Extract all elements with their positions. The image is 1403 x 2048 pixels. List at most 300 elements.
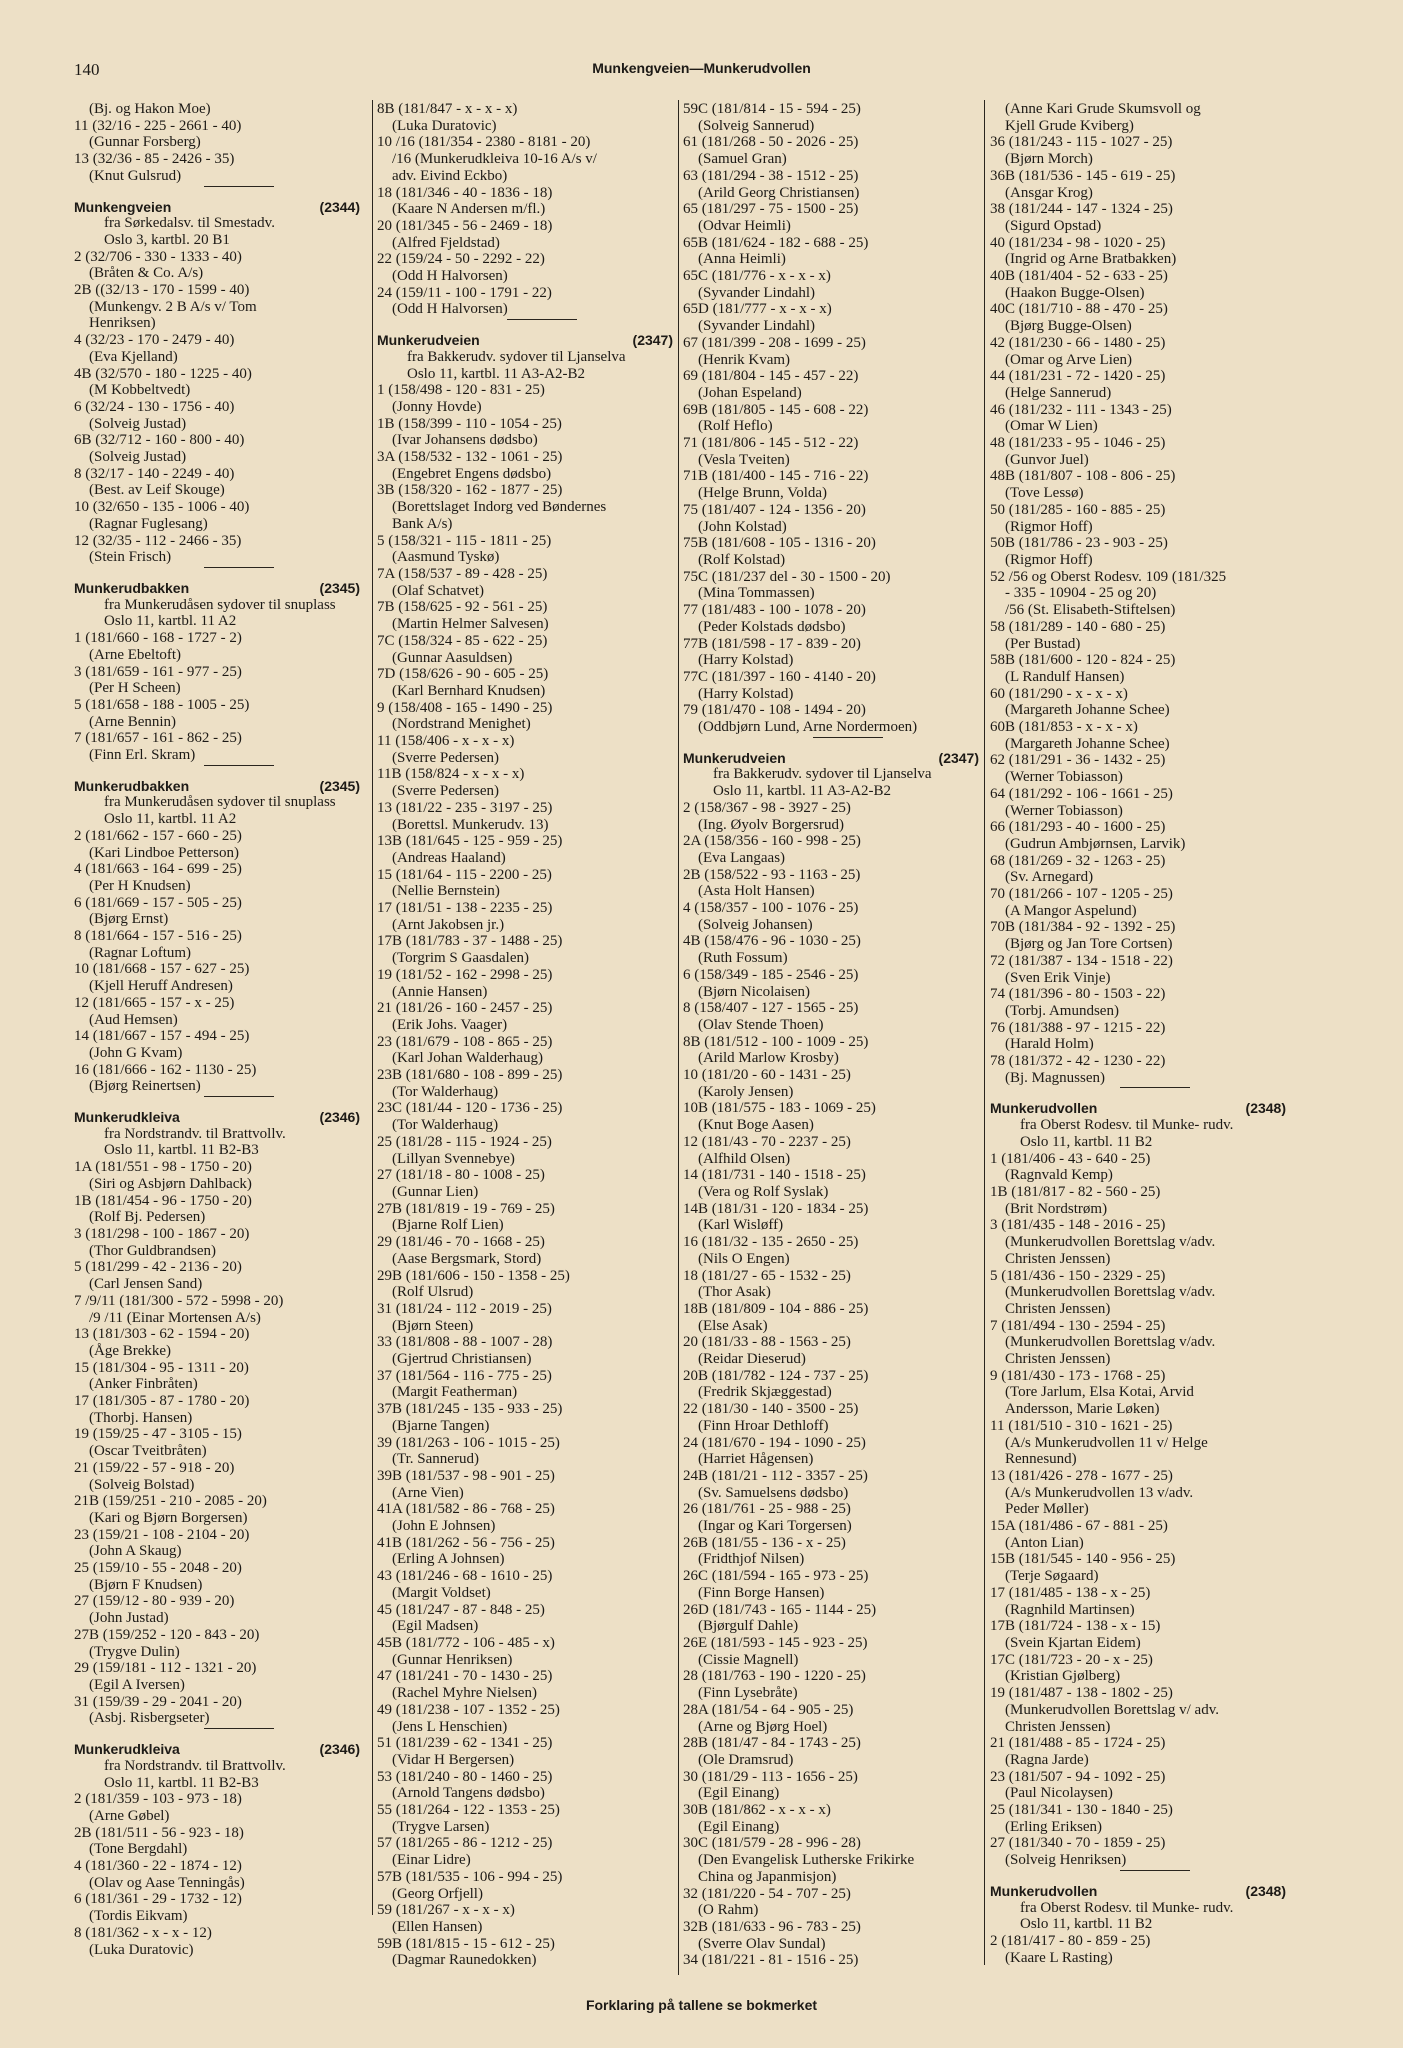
owner-line: (Margit Featherman) [392, 1384, 518, 1401]
owner-line: (Anne Kari Grude Skumsvoll og [1005, 101, 1201, 117]
address-entry: 70B (181/384 - 92 - 1392 - 25) [990, 919, 1176, 936]
owner-line: (Vesla Tveiten) [698, 451, 790, 468]
owner-line: (Nellie Bernstein) [392, 883, 500, 900]
owner-line: (Thor Guldbrandsen) [89, 1242, 217, 1259]
owner-line: (Tor Walderhaug) [392, 1083, 499, 1100]
owner-line: (Brit Nordstrøm) [1005, 1200, 1108, 1217]
owner-line: (Den Evangelisk Lutherske Frikirke [698, 1852, 915, 1869]
section-divider [1120, 1087, 1190, 1088]
owner-line: (Helge Sannerud) [1005, 384, 1112, 401]
address-entry: 30 (181/29 - 113 - 1656 - 25) [683, 1768, 858, 1785]
owner-line: (Odd H Halvorsen) [392, 301, 508, 318]
owner-line: (Anton Lian) [1005, 1534, 1084, 1551]
owner-line: (Per H Knudsen) [89, 877, 191, 894]
address-entry: 27B (181/819 - 19 - 769 - 25) [377, 1200, 555, 1217]
owner-line: (Omar og Arve Lien) [1005, 351, 1133, 368]
owner-line: (Ivar Johansens dødsbo) [392, 432, 538, 449]
address-entry: 78 (181/372 - 42 - 1230 - 22) [990, 1053, 1166, 1070]
owner-line: (Karl Bernhard Knudsen) [392, 682, 546, 699]
owner-line: (Aud Hemsen) [89, 1011, 178, 1028]
owner-line: (Thorbj. Hansen) [89, 1409, 193, 1426]
address-entry: 21 (181/488 - 85 - 1724 - 25) [990, 1735, 1166, 1752]
address-entry: 69 (181/804 - 145 - 457 - 22) [683, 368, 859, 385]
owner-line: (Samuel Gran) [698, 151, 787, 168]
owner-line: (Henrik Kvam) [698, 351, 791, 368]
address-entry: 1 (181/660 - 168 - 1727 - 2) [74, 630, 242, 647]
owner-line: (Rolf Bj. Pedersen) [89, 1209, 206, 1226]
address-entry: 5 (181/436 - 150 - 2329 - 25) [990, 1267, 1166, 1284]
directory-column-4 [990, 101, 1290, 1991]
owner-line: (Erling A Johnsen) [392, 1551, 505, 1568]
owner-line: (Nordstrand Menighet) [392, 716, 531, 733]
address-entry: 4 (32/23 - 170 - 2479 - 40) [74, 332, 235, 349]
owner-line: (Kaare L Rasting) [1005, 1949, 1113, 1966]
owner-line: (Borettsl. Munkerudv. 13) [392, 816, 549, 833]
address-entry: 1B (181/454 - 96 - 1750 - 20) [74, 1192, 252, 1209]
address-entry: 52 /56 og Oberst Rodesv. 109 (181/325 [990, 568, 1227, 585]
address-entry: 8B (181/847 - x - x - x) [377, 101, 518, 117]
address-entry: 13 (181/22 - 235 - 3197 - 25) [377, 799, 553, 816]
owner-line: (L Randulf Hansen) [1005, 668, 1125, 685]
section-divider [204, 186, 274, 187]
owner-line: (Svein Kjartan Eidem) [1005, 1634, 1141, 1651]
owner-line: (Harriet Hågensen) [698, 1451, 814, 1468]
address-entry: 50 (181/285 - 160 - 885 - 25) [990, 501, 1166, 518]
owner-line: (Bjørg Bugge-Olsen) [1005, 318, 1132, 335]
owner-line: (Sven Erik Vinje) [1005, 969, 1111, 986]
section-divider [204, 765, 274, 766]
owner-line: (Harry Kolstad) [698, 685, 794, 702]
directory-column-2 [377, 101, 677, 1991]
owner-line: (Finn Borge Hansen) [698, 1584, 825, 1601]
owner-line: (Bråten & Co. A/s) [89, 265, 204, 282]
address-entry: 14B (181/31 - 120 - 1834 - 25) [683, 1200, 869, 1217]
address-entry: 23 (181/507 - 94 - 1092 - 25) [990, 1768, 1166, 1785]
owner-line: (M Kobbeltvedt) [89, 382, 191, 399]
owner-line: (Odd H Halvorsen) [392, 268, 508, 285]
owner-line: (Egil Einang) [698, 1785, 780, 1802]
address-entry: 13 (181/426 - 278 - 1677 - 25) [990, 1467, 1173, 1484]
street-name: Munkerudvollen [990, 1100, 1098, 1117]
address-entry: 70 (181/266 - 107 - 1205 - 25) [990, 886, 1173, 903]
owner-line: (Ragnar Loftum) [89, 944, 192, 961]
owner-line: (Anker Finbråten) [89, 1376, 198, 1393]
street-description: fra Oberst Rodesv. til Munke- rudv. [1020, 1899, 1234, 1916]
owner-line: (Knut Gulsrud) [89, 167, 182, 184]
owner-line: (Ragnar Fuglesang) [89, 515, 208, 532]
address-entry: 72 (181/387 - 134 - 1518 - 22) [990, 952, 1173, 969]
street-description: fra Sørkedalsv. til Smestadv. [104, 215, 275, 232]
owner-line: (Fridthjof Nilsen) [698, 1551, 805, 1568]
street-name: Munkerudbakken [74, 777, 190, 794]
street-name: Munkerudkleiva [74, 1741, 180, 1758]
address-entry: 6 (32/24 - 130 - 1756 - 40) [74, 398, 235, 415]
owner-line: (Olav Stende Thoen) [698, 1016, 824, 1033]
address-entry: 15B (181/545 - 140 - 956 - 25) [990, 1551, 1176, 1568]
address-entry: 71 (181/806 - 145 - 512 - 22) [683, 435, 859, 452]
owner-line: (Sverre Pedersen) [392, 783, 500, 800]
owner-line: (Rolf Kolstad) [698, 551, 786, 568]
owner-line: (Haakon Bugge-Olsen) [1005, 284, 1145, 301]
street-code: (2347) [938, 749, 979, 766]
owner-line: (Gunnar Forsberg) [89, 134, 201, 151]
address-entry: 11B (158/824 - x - x - x) [377, 766, 525, 783]
owner-line: (Rigmor Hoff) [1005, 518, 1093, 535]
owner-line: (Arne Gøbel) [89, 1807, 170, 1824]
address-entry: 59B (181/815 - 15 - 612 - 25) [377, 1935, 555, 1952]
street-description: Oslo 3, kartbl. 20 B1 [104, 231, 230, 248]
address-entry: 38 (181/244 - 147 - 1324 - 25) [990, 201, 1173, 218]
address-entry: 27 (181/18 - 80 - 1008 - 25) [377, 1167, 545, 1184]
street-description: fra Oberst Rodesv. til Munke- rudv. [1020, 1117, 1234, 1134]
owner-line: (John G Kvam) [89, 1044, 183, 1061]
address-entry: 28 (181/763 - 190 - 1220 - 25) [683, 1668, 866, 1685]
owner-line: (Munkengv. 2 B A/s v/ Tom [89, 298, 257, 315]
address-entry: 23 (181/679 - 108 - 865 - 25) [377, 1033, 553, 1050]
address-entry: 14 (181/667 - 157 - 494 - 25) [74, 1028, 250, 1045]
owner-line: (Erling Eriksen) [1005, 1818, 1103, 1835]
owner-line: (Egil A Iversen) [89, 1676, 185, 1693]
owner-line: (Bjarne Tangen) [392, 1417, 490, 1434]
owner-line: (Solveig Justad) [89, 449, 187, 466]
owner-line: (Alfred Fjeldstad) [392, 234, 500, 251]
address-entry: 39 (181/263 - 106 - 1015 - 25) [377, 1434, 560, 1451]
address-entry: 60 (181/290 - x - x - x) [990, 685, 1128, 702]
owner-line: (Fredrik Skjæggestad) [698, 1384, 832, 1401]
address-entry: 14 (181/731 - 140 - 1518 - 25) [683, 1167, 866, 1184]
owner-line: (A Mangor Aspelund) [1005, 902, 1137, 919]
owner-line: (Sigurd Opstad) [1005, 217, 1102, 234]
address-entry: 2 (181/417 - 80 - 859 - 25) [990, 1932, 1151, 1949]
owner-line: (Reidar Dieserud) [698, 1351, 806, 1368]
owner-line: (Luka Duratovic) [89, 1941, 194, 1958]
owner-line: (Solveig Justad) [89, 415, 187, 432]
owner-line: (Tor Walderhaug) [392, 1117, 499, 1134]
owner-line: (Tone Bergdahl) [89, 1841, 188, 1858]
address-entry: 22 (181/30 - 140 - 3500 - 25) [683, 1401, 859, 1418]
owner-line: /56 (St. Elisabeth-Stiftelsen) [1005, 602, 1176, 619]
owner-line: (Andreas Haaland) [392, 849, 506, 866]
address-entry: 53 (181/240 - 80 - 1460 - 25) [377, 1768, 553, 1785]
address-entry: 7B (158/625 - 92 - 561 - 25) [377, 599, 548, 616]
address-entry: 45B (181/772 - 106 - 485 - x) [377, 1634, 555, 1651]
owner-line: (Ellen Hansen) [392, 1918, 483, 1935]
address-entry: 10 (181/20 - 60 - 1431 - 25) [683, 1067, 851, 1084]
street-name: Munkerudvollen [990, 1882, 1098, 1899]
address-entry: 5 (181/299 - 42 - 2136 - 20) [74, 1259, 242, 1276]
address-entry: 19 (181/487 - 138 - 1802 - 25) [990, 1685, 1173, 1702]
street-code: (2346) [319, 1109, 360, 1126]
owner-line: (Sv. Arnegard) [1005, 869, 1094, 886]
address-entry: 16 (181/666 - 162 - 1130 - 25) [74, 1061, 257, 1078]
address-entry: 3 (181/298 - 100 - 1867 - 20) [74, 1226, 250, 1242]
owner-line: (Aasmund Tyskø) [392, 549, 500, 566]
owner-line: (Helge Brunn, Volda) [698, 485, 828, 502]
address-entry: 4 (181/360 - 22 - 1874 - 12) [74, 1858, 242, 1875]
owner-line: Christen Jenssen) [1005, 1351, 1111, 1368]
owner-line: (Torbj. Amundsen) [1005, 1002, 1119, 1019]
owner-line: (Ing. Øyolv Borgersrud) [698, 816, 844, 833]
address-entry: 1 (158/498 - 120 - 831 - 25) [377, 382, 545, 399]
address-entry: 6 (181/361 - 29 - 1732 - 12) [74, 1891, 242, 1908]
address-entry: 15 (181/304 - 95 - 1311 - 20) [74, 1359, 249, 1376]
address-entry: 25 (159/10 - 55 - 2048 - 20) [74, 1560, 242, 1577]
owner-line: (Mina Tommassen) [698, 585, 815, 602]
address-entry: 7 (181/657 - 161 - 862 - 25) [74, 730, 242, 747]
owner-line: (Rolf Heflo) [698, 418, 773, 435]
address-entry: 49 (181/238 - 107 - 1352 - 25) [377, 1701, 560, 1718]
owner-line: (Arild Georg Christiansen) [698, 184, 860, 201]
owner-line: (Gunvor Juel) [1005, 451, 1089, 468]
address-entry: 76 (181/388 - 97 - 1215 - 22) [990, 1019, 1166, 1036]
section-divider [813, 737, 883, 738]
street-description: fra Bakkerudv. sydover til Ljanselva [407, 348, 626, 365]
owner-line: (Bjarne Rolf Lien) [392, 1217, 504, 1234]
owner-line: (Rachel Myhre Nielsen) [392, 1685, 537, 1702]
address-entry: 11 (181/510 - 310 - 1621 - 25) [990, 1417, 1173, 1434]
address-entry: 29 (159/181 - 112 - 1321 - 20) [74, 1660, 257, 1677]
address-entry: 11 (32/16 - 225 - 2661 - 40) [74, 117, 242, 134]
owner-line: (Bjørn Morch) [1005, 151, 1093, 168]
address-entry: 10 (32/650 - 135 - 1006 - 40) [74, 499, 250, 516]
owner-line: (Margareth Johanne Schee) [1005, 702, 1170, 719]
page-number: 140 [74, 60, 100, 79]
owner-line: (Arnt Jakobsen jr.) [392, 916, 505, 933]
address-entry: 48B (181/807 - 108 - 806 - 25) [990, 468, 1176, 485]
address-entry: 8 (32/17 - 140 - 2249 - 40) [74, 465, 235, 482]
owner-line: (Bjørg Reinertsen) [89, 1078, 201, 1095]
address-entry: 16 (181/32 - 135 - 2650 - 25) [683, 1234, 859, 1251]
address-entry: 3A (158/532 - 132 - 1061 - 25) [377, 449, 563, 466]
owner-line: (Bjørn Steen) [392, 1317, 474, 1334]
address-entry: 18B (181/809 - 104 - 886 - 25) [683, 1300, 869, 1317]
address-entry: 20B (181/782 - 124 - 737 - 25) [683, 1367, 869, 1384]
address-entry: 47 (181/241 - 70 - 1430 - 25) [377, 1668, 553, 1685]
owner-line: (Nils O Engen) [698, 1250, 790, 1267]
owner-line: (Karl Wisløff) [698, 1217, 784, 1234]
address-entry: 69B (181/805 - 145 - 608 - 22) [683, 401, 869, 418]
address-entry: 4B (32/570 - 180 - 1225 - 40) [74, 365, 252, 382]
owner-line: (Torgrim S Gaasdalen) [392, 950, 529, 967]
owner-line: (Kristian Gjølberg) [1005, 1668, 1121, 1685]
owner-line: (Arne Bennin) [89, 713, 177, 730]
street-heading [683, 750, 983, 767]
address-entry: 10 /16 (181/354 - 2380 - 8181 - 20) [377, 134, 591, 151]
address-entry: 17 (181/305 - 87 - 1780 - 20) [74, 1393, 250, 1410]
owner-line: (Luka Duratovic) [392, 117, 497, 134]
address-entry: 37B (181/245 - 135 - 933 - 25) [377, 1401, 563, 1418]
owner-line: (Aase Bergsmark, Stord) [392, 1250, 542, 1267]
address-entry: 22 (159/24 - 50 - 2292 - 22) [377, 251, 545, 268]
owner-line: (Solveig Henriksen) [1005, 1852, 1127, 1869]
address-entry: 36 (181/243 - 115 - 1027 - 25) [990, 134, 1173, 151]
address-entry: 41B (181/262 - 56 - 756 - 25) [377, 1534, 555, 1551]
street-heading [377, 332, 677, 349]
address-entry: 4 (181/663 - 164 - 699 - 25) [74, 861, 242, 878]
address-entry: 57 (181/265 - 86 - 1212 - 25) [377, 1835, 553, 1852]
address-entry: 1B (181/817 - 82 - 560 - 25) [990, 1184, 1161, 1200]
address-entry: 27 (181/340 - 70 - 1859 - 25) [990, 1835, 1166, 1852]
address-entry: 31 (159/39 - 29 - 2041 - 20) [74, 1693, 242, 1710]
owner-line: (Bjørgulf Dahle) [698, 1618, 799, 1635]
address-entry: 48 (181/233 - 95 - 1046 - 25) [990, 435, 1166, 452]
owner-line: (Finn Erl. Skram) [89, 747, 196, 764]
owner-line: (Ingrid og Arne Bratbakken) [1005, 251, 1177, 268]
owner-line: (Peder Kolstads dødsbo) [698, 618, 846, 635]
address-entry: 9 (158/408 - 165 - 1490 - 25) [377, 699, 553, 716]
address-entry: 2 (181/359 - 103 - 973 - 18) [74, 1791, 242, 1808]
street-heading [990, 1883, 1290, 1900]
address-entry: 13 (32/36 - 85 - 2426 - 35) [74, 151, 235, 168]
street-heading [990, 1100, 1290, 1117]
address-entry: 32B (181/633 - 96 - 783 - 25) [683, 1918, 861, 1935]
street-code: (2344) [319, 198, 360, 215]
street-description: Oslo 11, kartbl. 11 B2 [1020, 1916, 1153, 1933]
address-entry: 2B ((32/13 - 170 - 1599 - 40) [74, 282, 250, 299]
owner-line: (Syvander Lindahl) [698, 284, 816, 301]
address-entry: 8B (181/512 - 100 - 1009 - 25) [683, 1033, 869, 1050]
column-divider [372, 100, 373, 1915]
address-entry: 62 (181/291 - 36 - 1432 - 25) [990, 752, 1166, 769]
owner-line: (Rigmor Hoff) [1005, 551, 1093, 568]
address-entry: 75B (181/608 - 105 - 1316 - 20) [683, 535, 876, 552]
directory-column-1 [74, 101, 364, 1991]
street-description: Oslo 11, kartbl. 11 B2 [1020, 1133, 1153, 1150]
owner-line: (Arne og Bjørg Hoel) [698, 1718, 828, 1735]
address-entry: 58B (181/600 - 120 - 824 - 25) [990, 652, 1176, 669]
owner-line: (Cissie Magnell) [698, 1651, 799, 1668]
owner-line: (Karl Johan Walderhaug) [392, 1050, 543, 1067]
address-entry: 30C (181/579 - 28 - 996 - 28) [683, 1835, 861, 1852]
address-entry: 40C (181/710 - 88 - 470 - 25) [990, 301, 1168, 318]
owner-line: (Werner Tobiasson) [1005, 769, 1123, 786]
owner-line: (Arne Ebeltoft) [89, 646, 182, 663]
address-entry: 26B (181/55 - 136 - x - 25) [683, 1534, 846, 1551]
owner-line: (Einar Lidre) [392, 1852, 471, 1869]
owner-line: (Munkerudvollen Borettslag v/adv. [1005, 1334, 1216, 1351]
owner-line: (Gudrun Ambjørnsen, Larvik) [1005, 835, 1186, 852]
address-entry: 71B (181/400 - 145 - 716 - 22) [683, 468, 869, 485]
street-code: (2345) [319, 579, 360, 596]
address-entry: 21 (159/22 - 57 - 918 - 20) [74, 1459, 235, 1476]
owner-line: (Thor Asak) [698, 1284, 771, 1301]
owner-line: (Kari og Bjørn Borgersen) [89, 1509, 248, 1526]
address-entry: 45 (181/247 - 87 - 848 - 25) [377, 1601, 545, 1618]
address-entry: 11 (158/406 - x - x - x) [377, 733, 515, 750]
owner-line: (Siri og Asbjørn Dahlback) [89, 1175, 252, 1192]
address-entry: 46 (181/232 - 111 - 1343 - 25) [990, 401, 1172, 418]
owner-line: (Anna Heimli) [698, 251, 786, 268]
address-entry: 68 (181/269 - 32 - 1263 - 25) [990, 852, 1166, 869]
owner-line: (Asta Holt Hansen) [698, 883, 815, 900]
owner-line: (Asbj. Risbergseter) [89, 1710, 210, 1727]
address-entry: 2 (181/662 - 157 - 660 - 25) [74, 827, 242, 844]
address-entry: 26D (181/743 - 165 - 1144 - 25) [683, 1601, 877, 1618]
owner-line: Christen Jenssen) [1005, 1718, 1111, 1735]
owner-line: (Tove Lessø) [1005, 485, 1084, 502]
street-code: (2347) [632, 332, 673, 349]
owner-line: (Odvar Heimli) [698, 217, 791, 234]
owner-line: (Karoly Jensen) [698, 1083, 794, 1100]
address-entry: 20 (181/33 - 88 - 1563 - 25) [683, 1334, 851, 1351]
address-entry: 26C (181/594 - 165 - 973 - 25) [683, 1568, 869, 1585]
address-entry: 5 (181/658 - 188 - 1005 - 25) [74, 696, 250, 713]
address-entry: 25 (181/341 - 130 - 1840 - 25) [990, 1802, 1173, 1819]
owner-line: China og Japanmisjon) [698, 1868, 837, 1885]
owner-line: (Arne Vien) [392, 1484, 464, 1501]
street-description: fra Bakkerudv. sydover til Ljanselva [713, 766, 932, 783]
owner-line: (Per H Scheen) [89, 680, 181, 697]
owner-line: (Olaf Schatvet) [392, 582, 485, 599]
address-entry: 40B (181/404 - 52 - 633 - 25) [990, 268, 1168, 285]
address-entry: 55 (181/264 - 122 - 1353 - 25) [377, 1802, 560, 1819]
street-heading [74, 199, 364, 216]
footer-note: Forklaring på tallene se bokmerket [585, 1997, 818, 2013]
address-entry: 9 (181/430 - 173 - 1768 - 25) [990, 1367, 1166, 1384]
owner-line: (Georg Orfjell) [392, 1885, 483, 1902]
address-entry: 4B (158/476 - 96 - 1030 - 25) [683, 933, 861, 950]
owner-line: (Kjell Heruff Andresen) [89, 978, 233, 995]
owner-line: (Bjørn F Knudsen) [89, 1576, 203, 1593]
address-entry: 1A (181/551 - 98 - 1750 - 20) [74, 1159, 252, 1176]
owner-line: (Trygve Larsen) [392, 1818, 490, 1835]
address-entry: 44 (181/231 - 72 - 1420 - 25) [990, 368, 1166, 385]
address-entry: 31 (181/24 - 112 - 2019 - 25) [377, 1300, 552, 1317]
street-description: Oslo 11, kartbl. 11 A2 [104, 811, 237, 828]
owner-line: (Annie Hansen) [392, 983, 488, 1000]
owner-line: (Gunnar Lien) [392, 1184, 479, 1200]
address-entry: 34 (181/221 - 81 - 1516 - 25) [683, 1952, 859, 1969]
running-header: Munkengveien—Munkerudvollen [592, 60, 811, 76]
address-entry: 7A (158/537 - 89 - 428 - 25) [377, 565, 548, 582]
address-entry: 60B (181/853 - x - x - x) [990, 719, 1138, 736]
address-entry: 8 (181/362 - x - x - 12) [74, 1924, 212, 1941]
address-entry: 75 (181/407 - 124 - 1356 - 20) [683, 501, 866, 518]
address-entry: 12 (181/43 - 70 - 2237 - 25) [683, 1133, 851, 1150]
address-entry: 41A (181/582 - 86 - 768 - 25) [377, 1501, 555, 1518]
owner-line: (Oddbjørn Lund, Arne Nordermoen) [698, 719, 918, 736]
owner-line: (Finn Lysebråte) [698, 1685, 798, 1702]
address-entry: 15 (181/64 - 115 - 2200 - 25) [377, 866, 552, 883]
owner-line: (Finn Hroar Dethloff) [698, 1417, 829, 1434]
address-entry: 65B (181/624 - 182 - 688 - 25) [683, 234, 869, 251]
owner-line: (Dagmar Raunedokken) [392, 1952, 537, 1969]
street-heading [74, 1109, 364, 1126]
owner-line: (Johan Espeland) [698, 384, 802, 401]
owner-line: - 335 - 10904 - 25 og 20) [1005, 585, 1157, 602]
street-description: Oslo 11, kartbl. 11 A3-A2-B2 [713, 783, 892, 800]
owner-line: (John A Skaug) [89, 1543, 182, 1560]
address-entry: 23 (159/21 - 108 - 2104 - 20) [74, 1526, 250, 1543]
address-entry: 27B (159/252 - 120 - 843 - 20) [74, 1626, 260, 1643]
address-entry: 28A (181/54 - 64 - 905 - 25) [683, 1701, 854, 1718]
owner-line: (Paul Nicolaysen) [1005, 1785, 1113, 1802]
owner-line: (Ingar og Kari Torgersen) [698, 1518, 852, 1535]
owner-line: Christen Jenssen) [1005, 1250, 1111, 1267]
address-entry: 7 (181/494 - 130 - 2594 - 25) [990, 1317, 1166, 1334]
address-entry: 17 (181/485 - 138 - x - 25) [990, 1584, 1151, 1601]
street-code: (2346) [319, 1741, 360, 1758]
owner-line: (Harry Kolstad) [698, 652, 794, 669]
address-entry: 33 (181/808 - 88 - 1007 - 28) [377, 1334, 553, 1351]
owner-line: (Arnold Tangens dødsbo) [392, 1785, 545, 1802]
owner-line: (Margareth Johanne Schee) [1005, 735, 1170, 752]
owner-line: (Eva Kjelland) [89, 348, 178, 365]
owner-line: (Engebret Engens dødsbo) [392, 465, 552, 482]
address-entry: 17B (181/783 - 37 - 1488 - 25) [377, 933, 563, 950]
owner-line: (Alfhild Olsen) [698, 1150, 791, 1167]
address-entry: 2B (181/511 - 56 - 923 - 18) [74, 1824, 244, 1841]
